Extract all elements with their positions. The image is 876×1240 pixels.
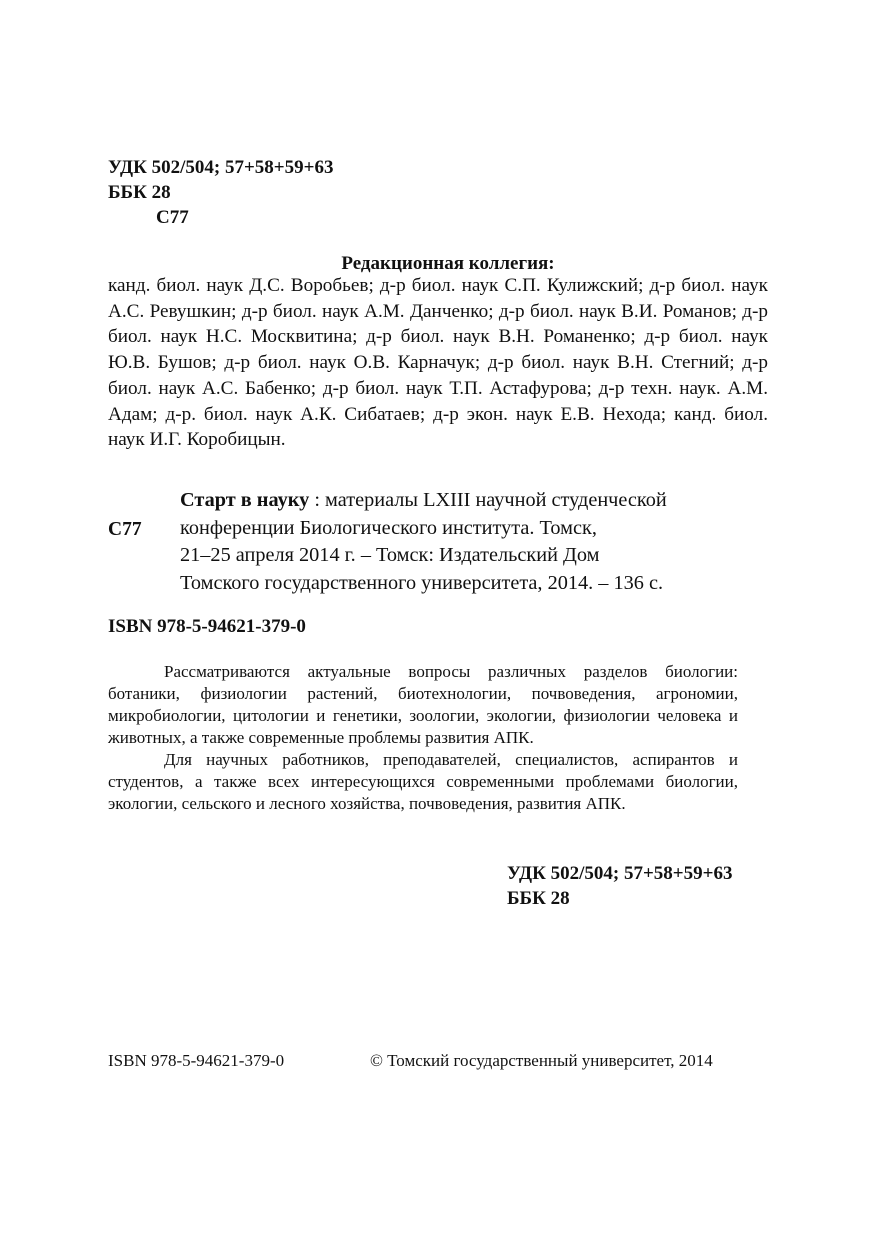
bbk-code: ББК 28 (108, 182, 171, 203)
citation-line-1-rest: : материалы LXIII научной студенческой (309, 489, 667, 511)
citation-line-4: Томского государственного университета, 2014. – 136 с. (180, 571, 664, 594)
isbn-main: ISBN 978-5-94621-379-0 (108, 616, 306, 637)
annotation-paragraph: Рассматриваются актуальные вопросы различных разделов биологии: ботаники, физиологии растений, биотехнологии, почвоведения, агрономии, микробиологии, цитологии и генетики, зоологии, экологии, физиологии человека и животных, а также современные проблемы развития АПК. (108, 662, 738, 747)
annotation (108, 661, 738, 815)
book-title: Старт в науку (180, 489, 310, 511)
citation-line-1 (180, 487, 760, 515)
citation-line-2: конференции Биологического института. Томск, (180, 516, 597, 539)
editorial-board-title: Редакционная коллегия: (341, 253, 555, 274)
bbk-code-bottom: ББК 28 (507, 888, 570, 909)
author-mark: С77 (156, 207, 189, 228)
footer-copyright: © Томский государственный университет, 2014 (370, 1051, 713, 1070)
annotation-paragraph: Для научных работников, преподавателей, специалистов, аспирантов и студентов, а также всех интересующихся современными проблемами биологии, экологии, сельского и лесного хозяйства, почвоведения, развития АПК. (108, 750, 738, 813)
bibliographic-code: С77 (108, 519, 142, 540)
citation-line-3: 21–25 апреля 2014 г. – Томск: Издательский Дом (180, 544, 600, 566)
udk-code: УДК 502/504; 57+58+59+63 (108, 157, 334, 178)
classification-header (108, 155, 333, 230)
udk-code-bottom: УДК 502/504; 57+58+59+63 (507, 863, 733, 884)
footer-isbn: ISBN 978-5-94621-379-0 (108, 1051, 285, 1070)
bibliographic-citation (180, 487, 760, 597)
editorial-board-members: канд. биол. наук Д.С. Воробьев; д-р биол. наук С.П. Кулижский; д-р биол. наук А.С. Ревушкин; д-р биол. наук А.М. Данченко; д-р биол. наук В.И. Романов; д-р биол. наук Н.С. Москвитина; д-р биол. наук В.Н. Романенко; д-р биол. наук Ю.В. Бушов; д-р биол. наук О.В. Карначук; д-р биол. наук В.Н. Стегний; д-р биол. наук А.С. Бабенко; д-р биол. наук Т.П. Астафурова; д-р техн. наук. А.М. Адам; д-р. биол. наук А.К. Сибатаев; д-р экон. наук Е.В. Нехода; канд. биол. наук И.Г. Коробицын. (108, 275, 768, 451)
classification-footer (507, 861, 732, 911)
